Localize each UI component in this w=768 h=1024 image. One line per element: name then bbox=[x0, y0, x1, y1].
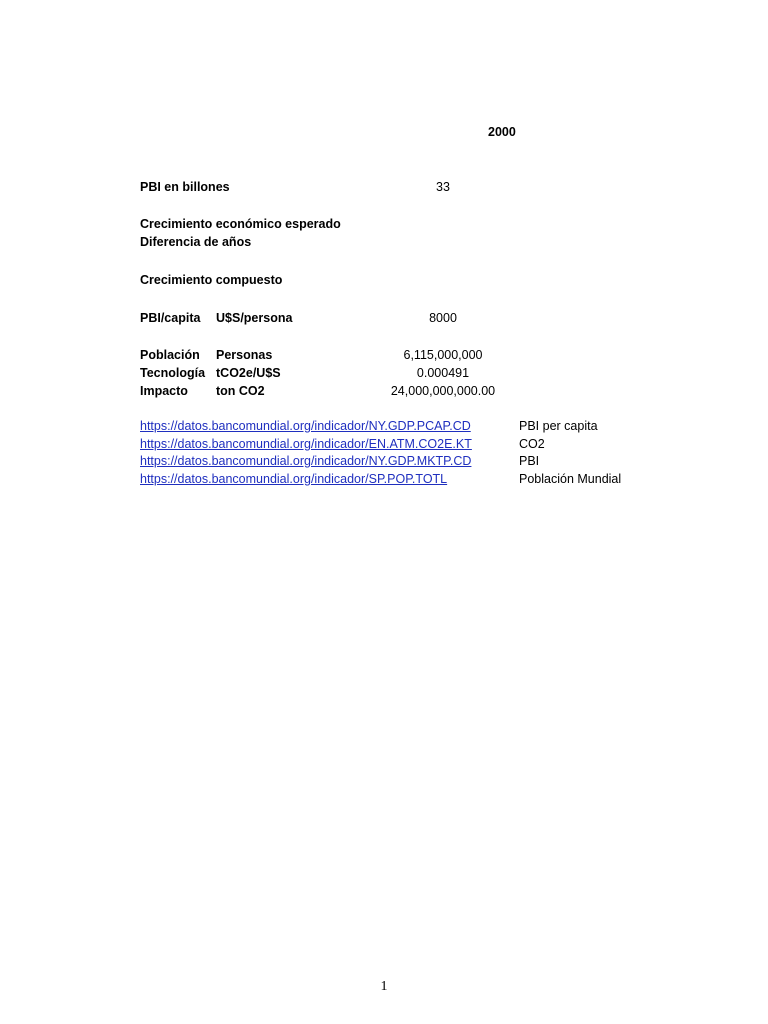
impacto-label: Impacto bbox=[140, 384, 188, 398]
diferencia-anos-label: Diferencia de años bbox=[140, 235, 252, 249]
link-pbi[interactable]: https://datos.bancomundial.org/indicador/NY.GDP.MKTP.CD bbox=[140, 454, 472, 468]
pbi-billones-value: 33 bbox=[436, 180, 450, 194]
link-label-poblacion-mundial: Población Mundial bbox=[519, 472, 622, 486]
pbi-capita-unit: U$S/persona bbox=[216, 311, 293, 325]
tecnologia-label: Tecnología bbox=[140, 366, 206, 380]
poblacion-value: 6,115,000,000 bbox=[403, 348, 483, 362]
page-number: 1 bbox=[380, 979, 388, 994]
pbi-billones-label: PBI en billones bbox=[140, 180, 230, 194]
year-header: 2000 bbox=[488, 125, 516, 139]
poblacion-unit: Personas bbox=[216, 348, 273, 362]
impacto-unit: ton CO2 bbox=[216, 384, 265, 398]
link-label-co2: CO2 bbox=[519, 437, 545, 451]
tecnologia-unit: tCO2e/U$S bbox=[216, 366, 281, 380]
link-poblacion-mundial[interactable]: https://datos.bancomundial.org/indicador/SP.POP.TOTL bbox=[140, 472, 448, 486]
link-pbi-per-capita[interactable]: https://datos.bancomundial.org/indicador/NY.GDP.PCAP.CD bbox=[140, 419, 471, 433]
link-label-pbi: PBI bbox=[519, 454, 540, 468]
crecimiento-compuesto-label: Crecimiento compuesto bbox=[140, 273, 283, 287]
tecnologia-value: 0.000491 bbox=[416, 366, 470, 380]
pbi-capita-label: PBI/capita bbox=[140, 311, 201, 325]
pbi-capita-value: 8000 bbox=[429, 311, 457, 325]
link-label-pbi-per-capita: PBI per capita bbox=[519, 419, 598, 433]
crecimiento-esperado-label: Crecimiento económico esperado bbox=[140, 217, 341, 231]
impacto-value: 24,000,000,000.00 bbox=[390, 384, 496, 398]
poblacion-label: Población bbox=[140, 348, 200, 362]
link-co2[interactable]: https://datos.bancomundial.org/indicador/EN.ATM.CO2E.KT bbox=[140, 437, 472, 451]
